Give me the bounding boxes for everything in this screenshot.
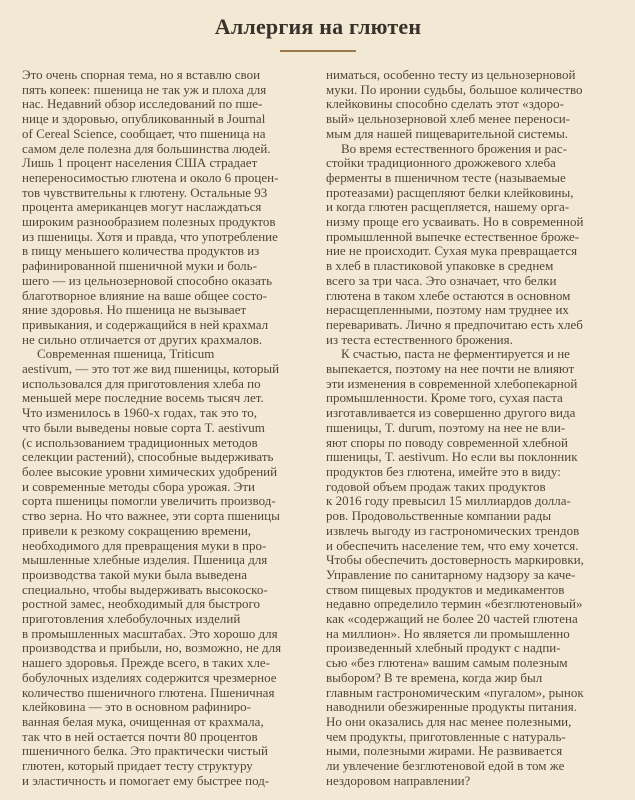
text-line: низму проще его усваивать. Но в современной <box>326 214 584 230</box>
text-line: из теста естественного брожения. <box>326 331 513 347</box>
text-line: of Cereal Science, сообщает, что пшеница на <box>22 125 266 141</box>
text-line: недавно определило термин «безглютеновый» <box>326 596 583 612</box>
text-line: ров. Продовольственные компании рады <box>326 508 552 524</box>
text-line: самом деле полезна для большинства людей. <box>22 140 271 156</box>
text-line: благотворное влияние на ваше общее состо- <box>22 287 267 303</box>
article-body <box>22 68 614 788</box>
text-line: глютен, который придает тесту структуру <box>22 758 253 774</box>
column-right <box>326 68 615 788</box>
text-line: селекции растений), способные выдерживать <box>22 449 274 465</box>
text-line: Современная пшеница, Triticum <box>37 346 215 362</box>
text-line: меньшей мере последние восемь тысяч лет. <box>22 390 264 406</box>
text-line: муки. По иронии судьбы, большое количество <box>326 81 583 97</box>
text-line: протеазами) расщепляют белки клейковины, <box>326 184 574 200</box>
text-line: ростной замес, необходимый для быстрого <box>22 596 260 612</box>
text-line: яние здоровья. Но пшеница не вызывает <box>22 302 247 318</box>
text-line: наводнили обезжиренные продукты питания. <box>326 699 577 715</box>
text-line: глютена в таком хлебе остаются в основном <box>326 287 571 303</box>
text-line: процента американцев могут наслаждаться <box>22 199 262 215</box>
text-line: что были выведены новые сорта T. aestivum <box>22 419 265 435</box>
text-line: ными, полезными жирами. Не развивается <box>326 743 563 759</box>
text-line: мым для нашей пищеварительной системы. <box>326 125 569 141</box>
text-line: необходимого для превращения муки в про- <box>22 537 267 553</box>
text-line: в промышленных масштабах. Это хорошо для <box>22 625 278 641</box>
text-line: в пищу меньшего количества продуктов из <box>22 243 260 259</box>
text-line: чем продукты, приготовленные с натураль- <box>326 728 566 744</box>
paragraph <box>326 142 615 348</box>
text-line: яют споры по поводу современной хлебной <box>326 434 568 450</box>
text-line: мышленные хлебные изделия. Пшеница для <box>22 552 268 568</box>
text-line: сью «без глютена» вашим самым полезным <box>326 655 568 671</box>
text-line: к 2016 году превысил 15 миллиардов долла- <box>326 493 571 509</box>
text-line: в хлеб в пластиковой упаковке в среднем <box>326 258 554 274</box>
text-line: нездоровом направлении? <box>326 772 471 788</box>
text-line: Но они оказались для нас менее полезными, <box>326 713 572 729</box>
text-line: так что в ней остается почти 80 процентов <box>22 728 258 744</box>
text-line: привели к резкому сокращению времени, <box>22 522 252 538</box>
paragraph <box>22 347 311 788</box>
text-line: изготавливается из совершенно другого вида <box>326 405 576 421</box>
text-line: пшеничного белка. Это практически чистый <box>22 743 268 759</box>
text-line: ниматься, особенно тесту из цельнозерновой <box>326 67 576 82</box>
text-line: Что изменилось в 1960-х годах, так это то, <box>22 405 258 421</box>
text-line: непереносимостью глютена и около 6 процен- <box>22 169 279 185</box>
text-line: широким разнообразием полезных продуктов <box>22 214 276 230</box>
text-line: выбором? В те времена, когда жир был <box>326 669 543 685</box>
text-line: клейковины способно сделать этот «здоро- <box>326 96 564 112</box>
text-line: произведенный хлебный продукт с надпи- <box>326 640 561 656</box>
text-line: промышленности. Кроме того, сухая паста <box>326 390 563 406</box>
text-line: извлечь выгоду из гастрономических трендов <box>326 522 580 538</box>
text-line: главным гастрономическим «пугалом», рынок <box>326 684 584 700</box>
text-line: выпекается, поэтому на нее почти не влияют <box>326 361 575 377</box>
text-line: годовой объем продаж таких продуктов <box>326 478 546 494</box>
text-line: и обеспечить население тем, что ему хочется. <box>326 537 579 553</box>
text-line: (с использованием традиционных методов <box>22 434 258 450</box>
text-line: Это очень спорная тема, но я вставлю свои <box>22 67 261 82</box>
text-line: aestivum, — это тот же вид пшеницы, который <box>22 361 280 377</box>
text-line: и когда глютен расщепляется, нашему орга- <box>326 199 570 215</box>
text-line: количество пшеничного глютена. Пшеничная <box>22 684 275 700</box>
text-line: бобулочных изделиях содержится чрезмерное <box>22 669 277 685</box>
text-line: нице и здоровью, опубликованный в Journal <box>22 111 266 127</box>
page-title: Аллергия на глютен <box>214 14 422 39</box>
text-line: стойки традиционного дрожжевого хлеба <box>326 155 556 171</box>
text-line: Управление по санитарному надзору за каче- <box>326 566 576 582</box>
text-line: специально, чтобы выдерживать высокоско- <box>22 581 268 597</box>
text-line: пшеницы, T. aestivum. Но если вы поклонник <box>326 449 578 465</box>
text-line: Чтобы обеспечить достоверность маркировки, <box>326 552 584 568</box>
paragraph <box>22 68 311 347</box>
text-line: привыкания, и содержащийся в ней крахмал <box>22 316 269 332</box>
text-line: как «содержащий не более 20 частей глютена <box>326 611 578 627</box>
text-line: производства и прибыли, но, возможно, не для <box>22 640 282 656</box>
text-line: промышленной выпечке естественное броже- <box>326 228 580 244</box>
text-line: производства такой муки была выведена <box>22 566 247 582</box>
text-line: ванная белая мука, очищенная от крахмала, <box>22 713 264 729</box>
text-line: Во время естественного брожения и рас- <box>341 140 567 156</box>
text-line: Лишь 1 процент населения США страдает <box>22 155 258 171</box>
text-line: шего — из цельнозерновой способно оказать <box>22 272 273 288</box>
text-line: ние не происходит. Сухая мука превращается <box>326 243 578 259</box>
text-line: ством пищевых продуктов и медикаментов <box>326 581 565 597</box>
text-line: эти изменения в современной хлебопекарной <box>326 375 578 391</box>
text-line: из пшеницы. Хотя и правда, что употребление <box>22 228 278 244</box>
text-line: приготовления хлебобулочных изделий <box>22 611 241 627</box>
text-line: пшеницы, T. durum, поэтому на нее не вли- <box>326 419 566 435</box>
paragraph <box>326 68 615 142</box>
paragraph <box>326 347 615 788</box>
text-line: нерасщепленными, поэтому нам труднее их <box>326 302 569 318</box>
text-line: переваривать. Лично я предпочитаю есть хлеб <box>326 316 583 332</box>
column-left <box>22 68 311 788</box>
title-divider <box>280 50 356 52</box>
text-line: использовался для приготовления хлеба по <box>22 375 261 391</box>
text-line: более высокие уровни химических удобрений <box>22 463 278 479</box>
text-line: вый» цельнозерновой хлеб менее переноси- <box>326 111 570 127</box>
text-line: нашего здоровья. Прежде всего, в таких хле- <box>22 655 270 671</box>
text-line: тов чувствительны к глютену. Остальные 93 <box>22 184 268 200</box>
text-line: ли увлечение безглютеновой едой в том же <box>326 758 565 774</box>
text-line: и современные методы сбора урожая. Эти <box>22 478 255 494</box>
text-line: ство зерна. Но что важнее, эти сорта пшеницы <box>22 508 280 524</box>
text-line: и эластичность и помогает ему быстрее под- <box>22 772 270 788</box>
text-line: пять копеек: пшеница не так уж и плоха для <box>22 81 267 97</box>
text-line: всего за три часа. Это означает, что белки <box>326 272 557 288</box>
text-line: нас. Недавний обзор исследований по пше- <box>22 96 263 112</box>
text-line: рафинированной пшеничной муки и боль- <box>22 258 257 274</box>
text-line: продуктов без глютена, имейте это в виду: <box>326 463 561 479</box>
text-line: клейковина — это в основном рафиниро- <box>22 699 252 715</box>
text-line: ферменты в пшеничном тесте (называемые <box>326 169 566 185</box>
text-line: сорта пшеницы помогли увеличить производ- <box>22 493 276 509</box>
text-line: на миллион». Но является ли промышленно <box>326 625 570 641</box>
text-line: К счастью, паста не ферментируется и не <box>341 346 570 362</box>
text-line: не сильно отличается от других крахмалов. <box>22 331 263 347</box>
